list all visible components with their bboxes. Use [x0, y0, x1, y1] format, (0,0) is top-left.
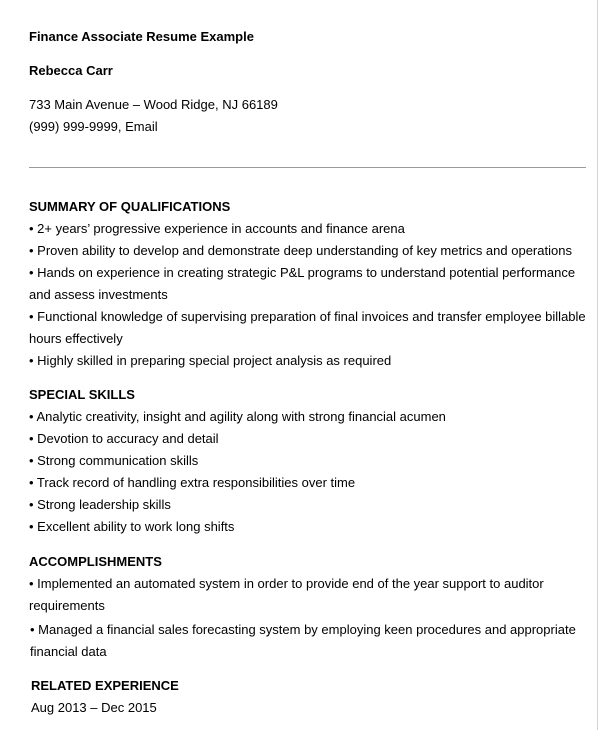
skills-item: • Strong leadership skills — [29, 497, 171, 512]
summary-item: • Hands on experience in creating strategic P&L programs to understand potential performance and assess investments — [29, 265, 576, 302]
candidate-name: Rebecca Carr — [29, 63, 113, 78]
summary-item: • Functional knowledge of supervising preparation of final invoices and transfer employee billable hours effectively — [29, 309, 586, 346]
skills-section — [29, 384, 589, 538]
experience-dates: Aug 2013 – Dec 2015 — [31, 700, 157, 715]
summary-item: • 2+ years’ progressive experience in accounts and finance arena — [29, 221, 405, 236]
skills-item: • Excellent ability to work long shifts — [29, 519, 235, 534]
summary-item: • Highly skilled in preparing special project analysis as required — [29, 353, 392, 368]
experience-heading: RELATED EXPERIENCE — [31, 678, 179, 693]
document-title: Finance Associate Resume Example — [29, 29, 254, 44]
accomplishments-section — [29, 551, 589, 663]
skills-item: • Strong communication skills — [29, 453, 199, 468]
candidate-address: 733 Main Avenue – Wood Ridge, NJ 66189 — [29, 97, 278, 112]
candidate-contact: (999) 999-9999, Email — [29, 119, 158, 134]
accomplishments-item: • Implemented an automated system in order to provide end of the year support to auditor requirements — [29, 576, 544, 613]
skills-item: • Track record of handling extra responsibilities over time — [29, 475, 356, 490]
skills-item: • Analytic creativity, insight and agility along with strong financial acumen — [29, 409, 446, 424]
experience-section — [31, 675, 591, 719]
skills-item: • Devotion to accuracy and detail — [29, 431, 219, 446]
header-divider — [29, 167, 586, 168]
summary-item: • Proven ability to develop and demonstrate deep understanding of key metrics and operations — [29, 243, 572, 258]
summary-heading: SUMMARY OF QUALIFICATIONS — [29, 199, 231, 214]
skills-heading: SPECIAL SKILLS — [29, 387, 135, 402]
accomplishments-heading: ACCOMPLISHMENTS — [29, 554, 162, 569]
summary-section — [29, 196, 589, 372]
accomplishments-item: • Managed a financial sales forecasting system by employing keen procedures and appropriate financial data — [30, 622, 576, 659]
